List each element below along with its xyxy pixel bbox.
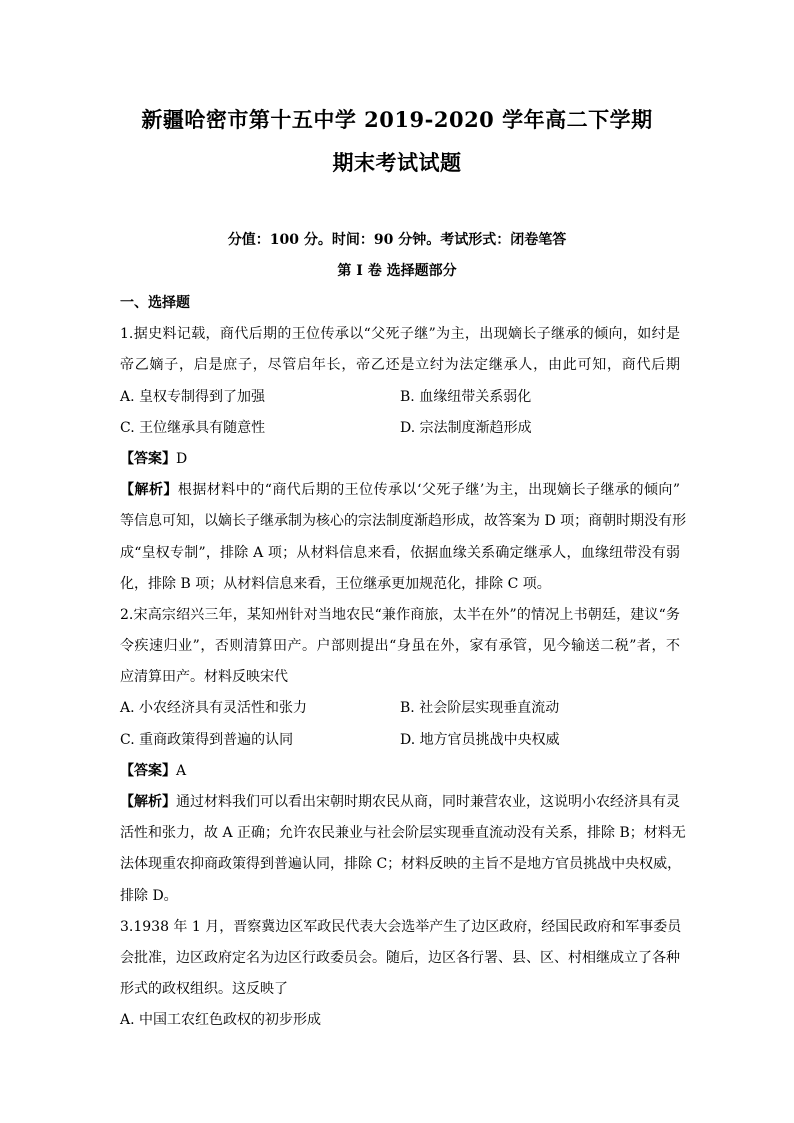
q1-options-row2 (120, 413, 680, 444)
q3-stem-line3: 形式的政权组织。这反映了 (120, 981, 288, 998)
q2-analysis-line4: 排除 D。 (120, 887, 178, 904)
q1-stem-line1: 1.据史料记载，商代后期的王位传承以“父死子继”为主，出现嫡长子继承的倾向，如纣是 (120, 326, 680, 343)
exam-title-line1: 新疆哈密市第十五中学 2019-2020 学年高二下学期 (141, 107, 653, 132)
q2-option-d: D. 地方官员挑战中央权威 (400, 731, 560, 748)
exam-title-line2: 期末考试试题 (332, 150, 462, 175)
q3-stem-line1: 3.1938 年 1 月，晋察冀边区军政民代表大会选举产生了边区政府，经国民政府和军事委员 (120, 918, 682, 935)
q1-analysis-line4: 化，排除 B 项；从材料信息来看，王位继承更加规范化，排除 C 项。 (120, 575, 551, 592)
q2-options-row2 (120, 725, 680, 756)
q2-stem-line1: 2.宋高宗绍兴三年，某知州针对当地农民“兼作商旅，太半在外”的情况上书朝廷，建议“务 (120, 606, 680, 623)
analysis-tag: 【解析】 (120, 482, 178, 499)
q1-analysis-line1 (120, 475, 680, 506)
q3-option-a: A. 中国工农红色政权的初步形成 (120, 1012, 322, 1029)
answer-value: D (176, 450, 188, 467)
q2-analysis-line3: 法体现重农抑商政策得到普遍认同，排除 C；材料反映的主旨不是地方官员挑战中央权威， (120, 856, 682, 873)
q1-option-b: B. 血缘纽带关系弱化 (400, 388, 532, 405)
q1-analysis-line2: 等信息可知，以嫡长子继承制为核心的宗法制度渐趋形成，故答案为 D 项；商朝时期没有形 (120, 513, 687, 530)
volume-label: 第 I 卷 选择题部分 (337, 263, 457, 279)
q2-stem-line2: 令疾速归业”，否则清算田产。户部则提出“身虽在外，家有承管，见今输送二税”者，不 (120, 638, 680, 655)
answer-tag: 【答案】 (120, 762, 176, 779)
exam-info: 分值：100 分。时间：90 分钟。考试形式：闭卷笔答 (227, 232, 567, 248)
q1-option-c: C. 王位继承具有随意性 (120, 419, 266, 436)
q2-stem-line3: 应清算田产。材料反映宋代 (120, 669, 288, 686)
q2-option-b: B. 社会阶层实现垂直流动 (400, 700, 560, 717)
answer-tag: 【答案】 (120, 450, 176, 467)
analysis-tag: 【解析】 (120, 794, 176, 810)
analysis-text: 根据材料中的“商代后期的王位传承以‘父死子继’为主，出现嫡长子继承的倾向” (177, 482, 681, 499)
section-title: 一、选择题 (120, 295, 190, 311)
answer-value: A (176, 762, 187, 779)
q2-option-c: C. 重商政策得到普遍的认同 (120, 731, 294, 748)
q3-stem-line2: 会批准，边区政府定名为边区行政委员会。随后，边区各行署、县、区、村相继成立了各种 (120, 949, 680, 966)
exam-content (120, 288, 687, 1037)
q1-options-row1 (120, 382, 680, 413)
q2-analysis-line2: 活性和张力，故 A 正确；允许农民兼业与社会阶层实现垂直流动没有关系，排除 B；材料无 (120, 825, 686, 842)
q1-stem-line2: 帝乙嫡子，启是庶子，尽管启年长，帝乙还是立纣为法定继承人，由此可知，商代后期 (120, 357, 680, 374)
analysis-text: 通过材料我们可以看出宋朝时期农民从商，同时兼营农业，这说明小农经济具有灵 (176, 794, 680, 810)
q2-option-a: A. 小农经济具有灵活性和张力 (120, 700, 308, 717)
q2-analysis-line1 (120, 787, 680, 818)
q2-options-row1 (120, 693, 680, 724)
q1-analysis-line3: 成“皇权专制”，排除 A 项；从材料信息来看，依据血缘关系确定继承人，血缘纽带没有弱 (120, 544, 680, 561)
q1-answer (120, 444, 680, 475)
q1-option-a: A. 皇权专制得到了加强 (120, 388, 266, 405)
q2-answer (120, 756, 680, 787)
q1-option-d: D. 宗法制度渐趋形成 (400, 419, 532, 436)
